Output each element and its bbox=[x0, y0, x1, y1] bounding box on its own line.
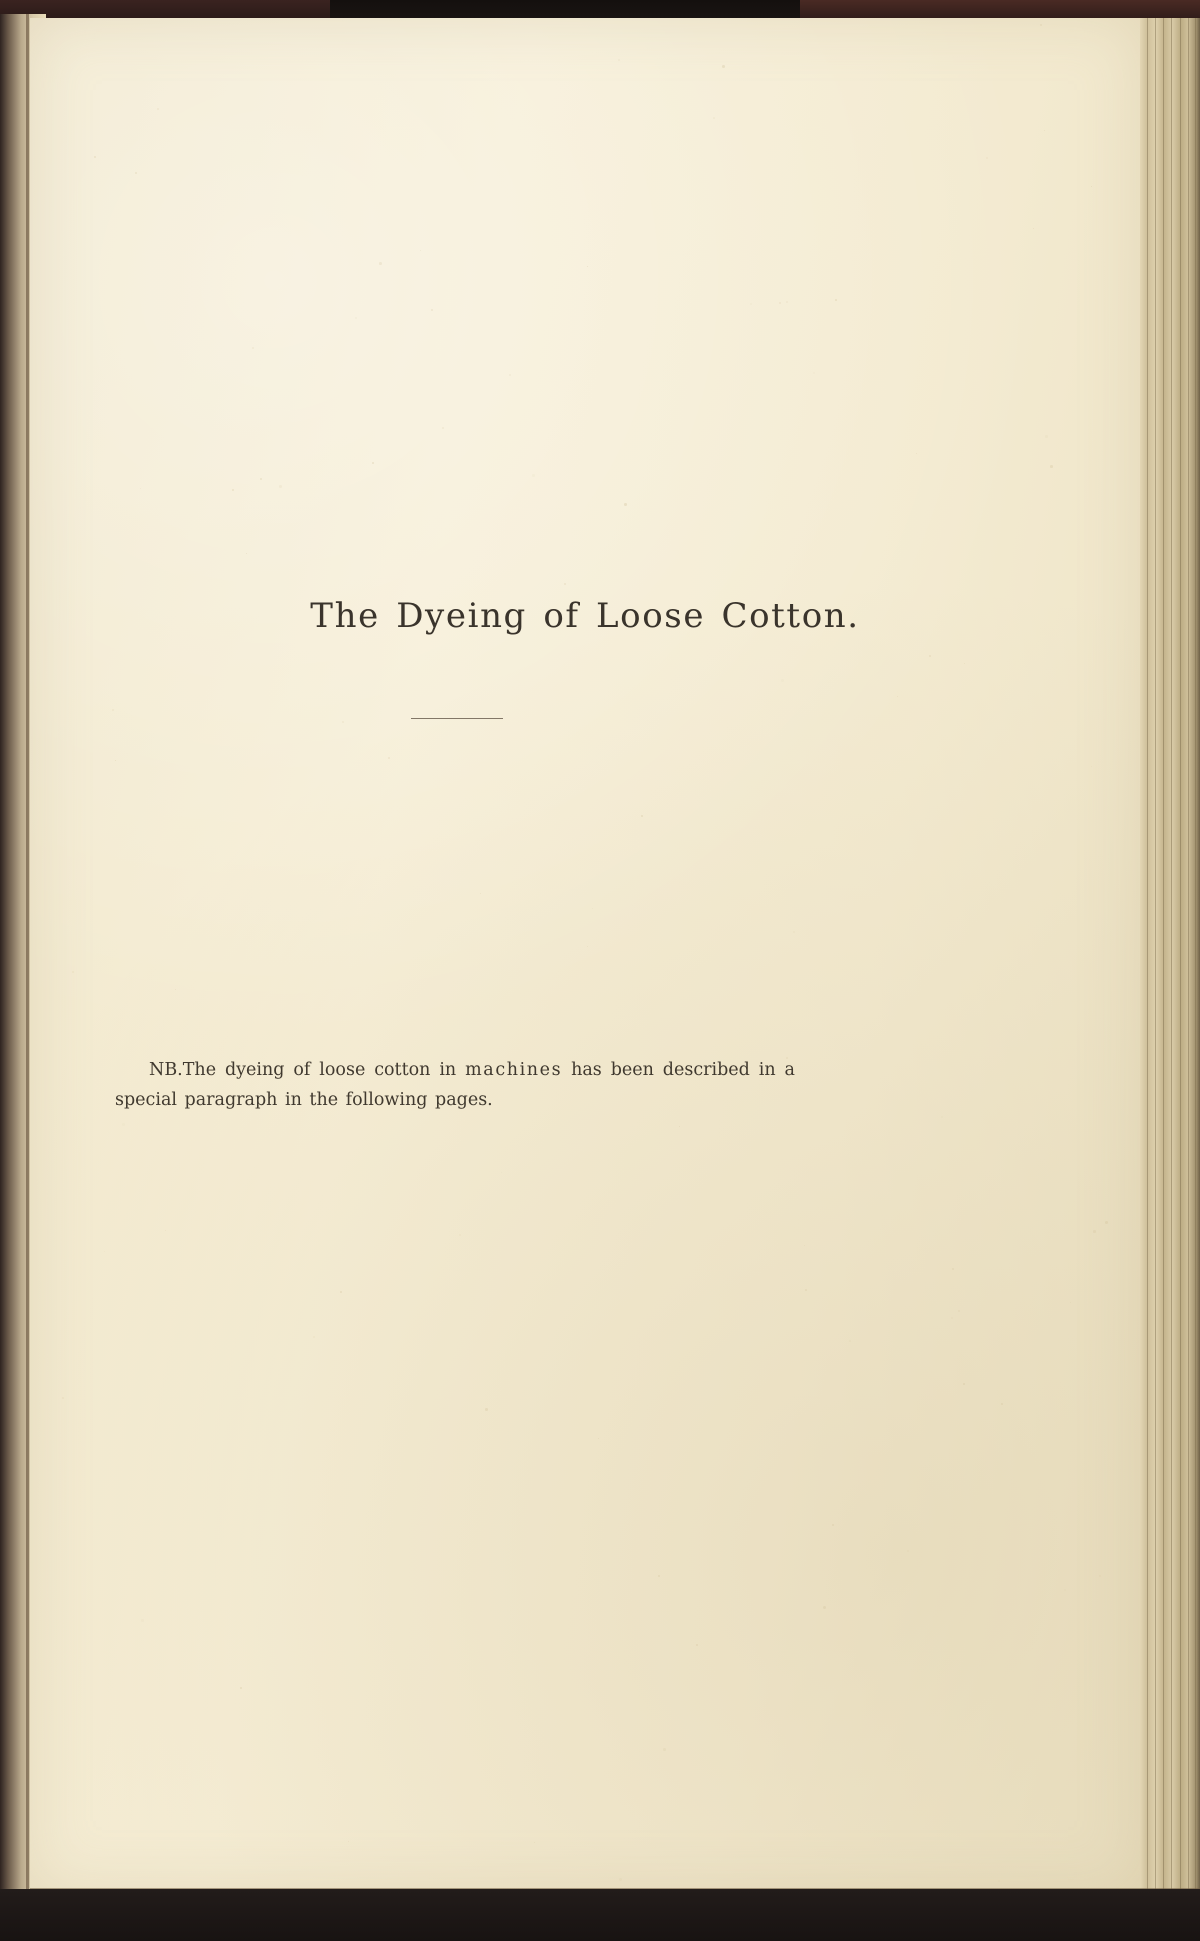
binding-crease-line bbox=[26, 14, 29, 1904]
paper-page bbox=[30, 18, 1140, 1893]
note-line-2: in a special paragraph in the following pages. bbox=[115, 1059, 795, 1110]
book-cover-edge-left bbox=[0, 0, 330, 20]
note-paragraph bbox=[115, 1055, 795, 1115]
note-label: NB. bbox=[149, 1059, 183, 1080]
page-fore-edge bbox=[1140, 18, 1200, 1896]
note-text-a: The dyeing of loose cotton in bbox=[182, 1059, 466, 1080]
backdrop-bottom bbox=[0, 1889, 1200, 1941]
note-emphasis-machines: machines bbox=[465, 1059, 563, 1080]
note-text-c: has been described bbox=[562, 1059, 750, 1080]
section-divider-rule bbox=[411, 718, 503, 719]
page-content bbox=[30, 18, 1140, 1893]
page-title: The Dyeing of Loose Cotton. bbox=[310, 595, 860, 636]
